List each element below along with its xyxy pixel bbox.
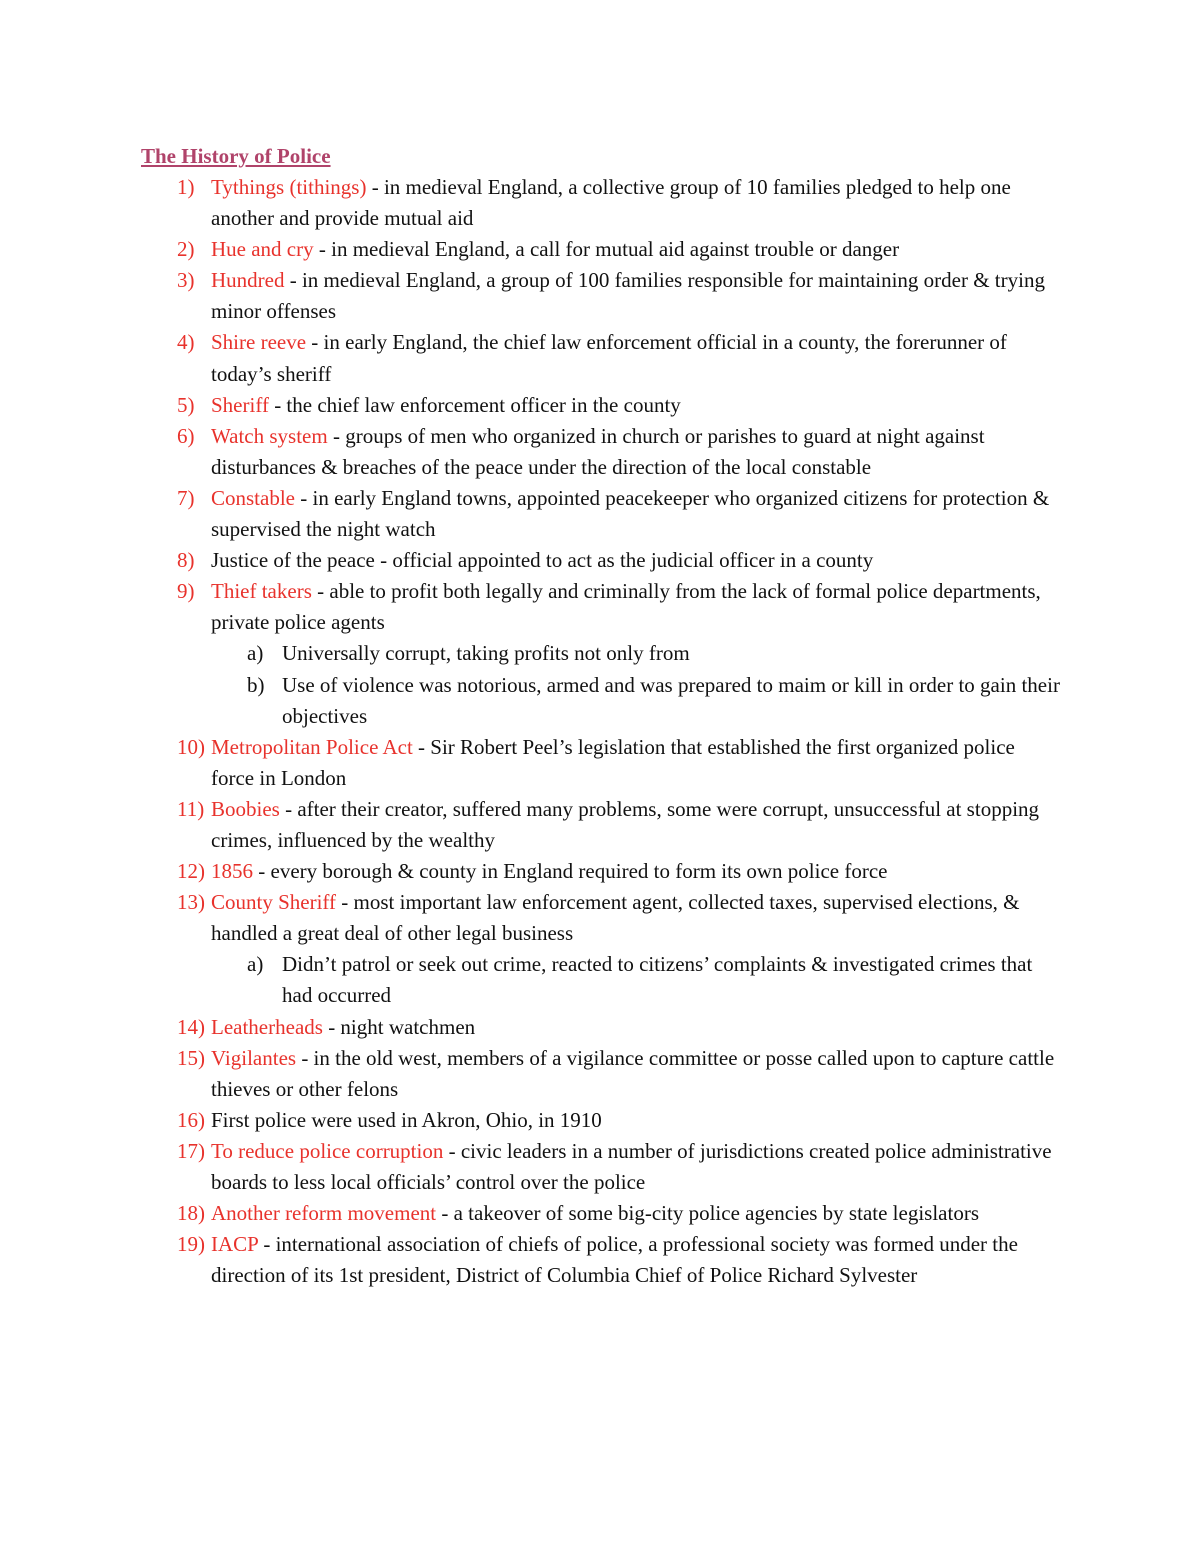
item-definition: - in early England, the chief law enforcement official in a county, the forerunner of today’s sheriff: [211, 330, 1007, 386]
item-definition: - groups of men who organized in church or parishes to guard at night against disturbances & breaches of the peace under the direction of the local constable: [211, 423, 985, 479]
item-number: 1): [177, 175, 195, 199]
item-term: Metropolitan Police Act: [211, 734, 413, 759]
list-item: [0, 483, 1061, 545]
item-term: Hue and cry: [211, 237, 314, 262]
item-term: Boobies: [211, 796, 280, 821]
sub-list: [211, 638, 1061, 731]
item-definition: - Sir Robert Peel’s legislation that established the first organized police force in London: [211, 734, 1015, 790]
item-definition: - in medieval England, a group of 100 families responsible for maintaining order & trying minor offenses: [211, 268, 1045, 324]
item-term: Constable: [211, 485, 295, 510]
item-number: 7): [177, 485, 195, 510]
item-number: 10): [177, 734, 205, 759]
list-item: [0, 887, 1061, 1011]
list-item: [0, 421, 1061, 483]
item-number: 17): [177, 1138, 205, 1163]
item-term: To reduce police corruption: [211, 1138, 444, 1163]
definitions-list: [0, 172, 1200, 1291]
item-definition: - after their creator, suffered many problems, some were corrupt, unsuccessful at stopping crimes, influenced by the wealthy: [211, 796, 1040, 852]
item-term: County Sheriff: [211, 890, 337, 915]
item-number: 13): [177, 890, 205, 915]
item-definition: - international association of chiefs of police, a professional society was formed under the direction of its 1st president, District of Columbia Chief of Police Richard Sylvester: [211, 1232, 1018, 1288]
item-definition: - in early England towns, appointed peacekeeper who organized citizens for protection & supervised the night watch: [211, 485, 1050, 542]
item-term: Thief takers: [211, 579, 312, 604]
item-definition: - able to profit both legally and criminally from the lack of formal police departments, private police agents: [211, 579, 1041, 635]
item-term: Tythings (tithings): [211, 175, 367, 199]
item-definition: - night watchmen: [322, 1014, 476, 1039]
item-term: Leatherheads: [211, 1014, 323, 1039]
item-term: Vigilantes: [211, 1045, 297, 1070]
sub-list-item: [211, 949, 1062, 1011]
list-item: [0, 1198, 1061, 1229]
item-number: 12): [177, 859, 205, 884]
list-item: [0, 265, 1061, 327]
item-number: 9): [177, 579, 195, 604]
item-definition: - a takeover of some big-city police agencies by state legislators: [436, 1201, 979, 1226]
list-item: [0, 327, 1061, 389]
list-item: [0, 1229, 1061, 1291]
item-number: 4): [177, 330, 195, 355]
sub-item-letter: b): [247, 672, 265, 697]
sub-list-item: [211, 638, 1062, 669]
list-item: [0, 1012, 1061, 1043]
item-number: 19): [177, 1232, 205, 1257]
list-item: [0, 234, 1061, 265]
list-item: [0, 390, 1061, 421]
list-item: [0, 856, 1061, 887]
sub-list: [211, 949, 1061, 1011]
list-item: [0, 732, 1061, 794]
item-definition: First police were used in Akron, Ohio, in 1910: [211, 1107, 602, 1132]
document-title: The History of Police: [141, 144, 331, 168]
sub-item-letter: a): [247, 641, 264, 666]
list-item: [0, 545, 1061, 576]
item-number: 3): [177, 268, 195, 293]
item-term: 1856: [211, 859, 253, 884]
item-term: IACP: [211, 1232, 259, 1257]
list-item: [0, 794, 1061, 856]
item-number: 6): [177, 423, 195, 448]
sub-list-item: [211, 670, 1062, 732]
item-definition: Justice of the peace - official appointed to act as the judicial officer in a county: [211, 548, 874, 573]
item-number: 15): [177, 1045, 205, 1070]
item-definition: - every borough & county in England required to form its own police force: [253, 859, 888, 884]
item-definition: - civic leaders in a number of jurisdictions created police administrative boards to less local officials’ control over the police: [211, 1138, 1052, 1194]
item-number: 18): [177, 1201, 205, 1226]
item-term: Hundred: [211, 268, 285, 293]
item-number: 5): [177, 392, 195, 417]
item-number: 2): [177, 237, 195, 262]
item-term: Watch system: [211, 423, 328, 448]
sub-item-text: Universally corrupt, taking profits not only from: [282, 641, 690, 666]
item-number: 8): [177, 548, 195, 573]
item-definition: - in medieval England, a call for mutual aid against trouble or danger: [313, 237, 900, 262]
list-item: [0, 1105, 1061, 1136]
sub-item-letter: a): [247, 952, 264, 977]
item-number: 16): [177, 1107, 205, 1132]
item-definition: - in the old west, members of a vigilance committee or posse called upon to capture cattle thieves or other felons: [211, 1045, 1055, 1101]
list-item: [0, 576, 1061, 731]
item-number: 11): [177, 796, 205, 821]
item-term: Shire reeve: [211, 330, 307, 355]
item-number: 14): [177, 1014, 205, 1039]
sub-item-text: Didn’t patrol or seek out crime, reacted to citizens’ complaints & investigated crimes that had occurred: [282, 952, 1033, 1008]
sub-item-text: Use of violence was notorious, armed and was prepared to maim or kill in order to gain their objectives: [282, 672, 1060, 728]
item-definition: - the chief law enforcement officer in the county: [268, 392, 681, 417]
item-term: Another reform movement: [211, 1201, 437, 1226]
item-definition: - in medieval England, a collective group of 10 families pledged to help one another and provide mutual aid: [211, 175, 1011, 231]
list-item: [0, 1136, 1061, 1198]
item-term: Sheriff: [211, 392, 269, 417]
item-definition: - most important law enforcement agent, collected taxes, supervised elections, & handled a great deal of other legal business: [211, 890, 1020, 946]
list-item: [0, 1043, 1061, 1105]
list-item: [0, 172, 1061, 234]
